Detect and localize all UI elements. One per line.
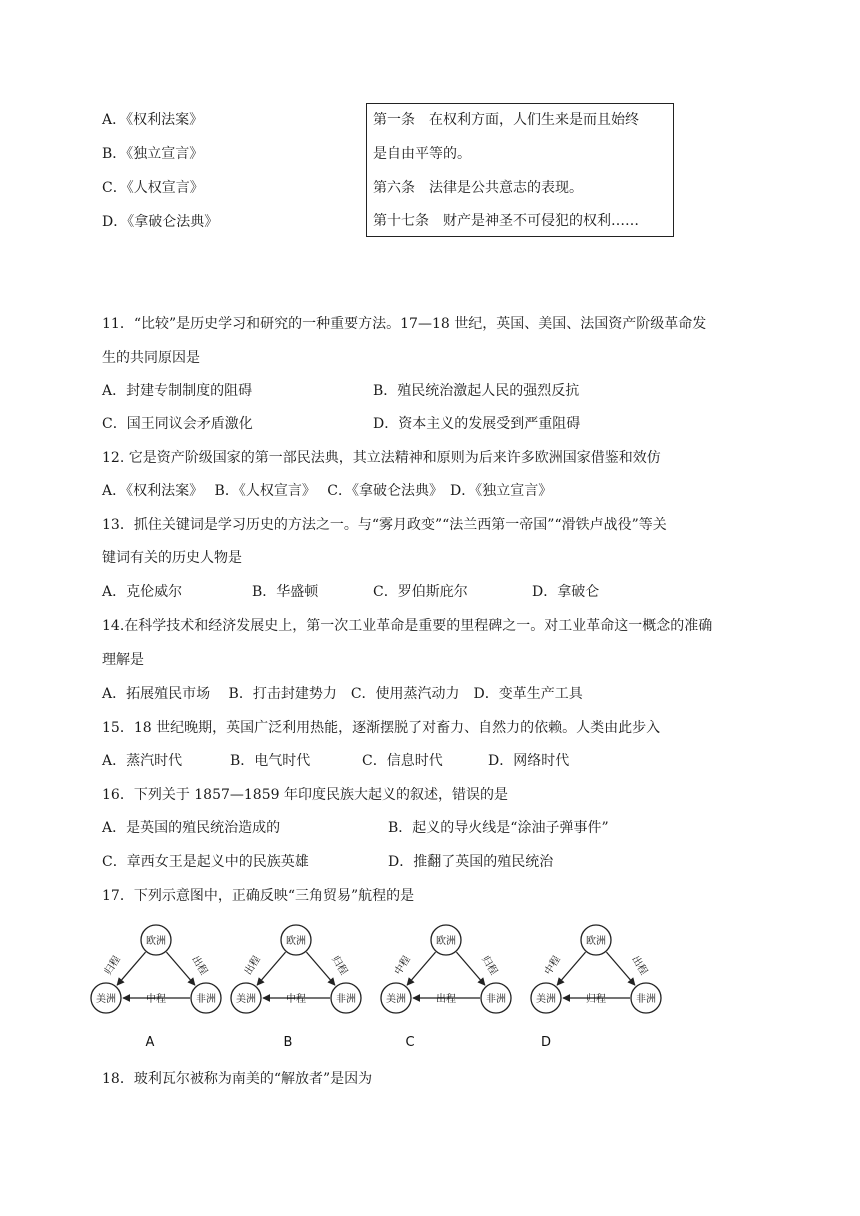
q17-stem: 17．下列示意图中，正确反映“三角贸易”航程的是	[102, 888, 415, 904]
q15-option-d: D．网络时代	[488, 753, 570, 769]
diagram-C-node-label-africa: 非洲	[486, 994, 506, 1005]
diagram-D-label-right: 出程	[629, 954, 650, 978]
q10-option-c: C．《人权宣言》	[102, 180, 204, 196]
q16-option-d: D．推翻了英国的殖民统治	[388, 854, 554, 870]
diagram-B-label-right: 归程	[329, 954, 350, 978]
q11-option-b: B．殖民统治激起人民的强烈反抗	[373, 383, 580, 399]
diagram-D-node-label-europe: 欧洲	[586, 936, 606, 947]
diagram-A-letter: A	[145, 1035, 155, 1050]
q12-options: A．《权利法案》 B．《人权宣言》 C．《拿破仑法典》 D．《独立宣言》	[102, 483, 553, 499]
diagram-A-node-label-africa: 非洲	[196, 994, 216, 1005]
diagram-A-node-label-europe: 欧洲	[146, 936, 166, 947]
diagram-B-node-label-europe: 欧洲	[286, 936, 306, 947]
diagram-C-node-label-america: 美洲	[386, 994, 406, 1005]
q13-stem-line1: 13．抓住关键词是学习历史的方法之一。与“雾月政变”“法兰西第一帝国”“滑铁卢战役”等关	[102, 517, 667, 533]
diagram-D-edge-right	[606, 952, 634, 985]
q12-stem: 12. 它是资产阶级国家的第一部民法典，其立法精神和原则为后来许多欧洲国家借鉴和效仿	[102, 450, 661, 466]
diagram-B-node-label-america: 美洲	[236, 994, 256, 1005]
diagram-B-label-bottom: 中程	[286, 994, 306, 1005]
q13-stem-line2: 键词有关的历史人物是	[102, 550, 242, 566]
q15-option-c: C．信息时代	[362, 753, 443, 769]
diagram-B-label-left: 出程	[242, 954, 263, 978]
q13-option-a: A．克伦威尔	[102, 584, 183, 600]
q16-option-c: C．章西女王是起义中的民族英雄	[102, 854, 309, 870]
diagram-C-edge-left	[407, 952, 435, 985]
diagram-B-edge-right	[306, 952, 334, 985]
diagram-A-label-bottom: 中程	[146, 994, 166, 1005]
diagram-B-node-label-africa: 非洲	[336, 994, 356, 1005]
q11-stem-line2: 生的共同原因是	[102, 350, 200, 366]
quote-line-3: 第六条 法律是公共意志的表现。	[373, 180, 583, 196]
q11-option-c: C．国王同议会矛盾激化	[102, 416, 253, 432]
quote-line-4: 第十七条 财产是神圣不可侵犯的权利……	[373, 213, 639, 229]
q18-stem: 18．玻利瓦尔被称为南美的“解放者”是因为	[102, 1071, 373, 1087]
diagram-D-edge-left	[557, 952, 585, 985]
q14-stem-line2: 理解是	[102, 652, 144, 668]
q14-stem-line1: 14.在科学技术和经济发展史上，第一次工业革命是重要的里程碑之一。对工业革命这一概念的准确	[102, 618, 713, 634]
quote-line-1: 第一条 在权利方面，人们生来是而且始终	[373, 112, 639, 128]
diagram-C-edge-right	[456, 952, 484, 985]
q13-option-b: B．华盛顿	[252, 584, 319, 600]
q14-options: A．拓展殖民市场 B．打击封建势力 C．使用蒸汽动力 D．变革生产工具	[102, 686, 583, 702]
diagram-C-letter: C	[405, 1035, 415, 1050]
diagram-A-edge-right	[166, 952, 194, 985]
q16-option-b: B．起义的导火线是“涂油子弹事件”	[388, 820, 609, 836]
diagram-D-letter: D	[540, 1035, 552, 1050]
q17-diagrams	[0, 918, 860, 1058]
diagram-D-label-left: 中程	[542, 954, 563, 978]
diagram-B-letter: B	[283, 1035, 293, 1050]
diagram-C-label-bottom: 出程	[436, 994, 456, 1005]
diagram-A-label-left: 归程	[102, 954, 123, 978]
q13-option-d: D．拿破仑	[532, 584, 600, 600]
diagram-C-node-label-europe: 欧洲	[436, 936, 456, 947]
diagram-A-node-label-america: 美洲	[96, 994, 116, 1005]
diagram-A-label-right: 出程	[189, 954, 210, 978]
q11-option-d: D．资本主义的发展受到严重阻碍	[373, 416, 581, 432]
diagram-A-edge-left	[117, 952, 145, 985]
q11-option-a: A．封建专制制度的阻碍	[102, 383, 253, 399]
diagram-C-label-left: 中程	[392, 954, 413, 978]
q16-option-a: A．是英国的殖民统治造成的	[102, 820, 281, 836]
q15-option-a: A．蒸汽时代	[102, 753, 183, 769]
q15-stem: 15．18 世纪晚期，英国广泛利用热能，逐渐摆脱了对畜力、自然力的依赖。人类由此步入	[102, 720, 661, 736]
q10-quote-box	[366, 103, 674, 237]
diagram-D-node-label-america: 美洲	[536, 994, 556, 1005]
q16-stem: 16．下列关于 1857—1859 年印度民族大起义的叙述，错误的是	[102, 787, 508, 803]
diagram-D-node-label-africa: 非洲	[636, 994, 656, 1005]
q10-option-d: D．《拿破仑法典》	[102, 214, 219, 230]
quote-line-2: 是自由平等的。	[373, 146, 471, 162]
q15-option-b: B．电气时代	[230, 753, 311, 769]
diagram-C-label-right: 归程	[479, 954, 500, 978]
q10-option-a: A．《权利法案》	[102, 112, 204, 128]
diagram-D-label-bottom: 归程	[586, 994, 606, 1005]
q13-option-c: C．罗伯斯庇尔	[373, 584, 468, 600]
q11-stem-line1: 11．“比较”是历史学习和研究的一种重要方法。17—18 世纪，英国、美国、法国资产阶级革命发	[102, 316, 707, 332]
q10-option-b: B．《独立宣言》	[102, 146, 204, 162]
diagram-B-edge-left	[257, 952, 285, 985]
